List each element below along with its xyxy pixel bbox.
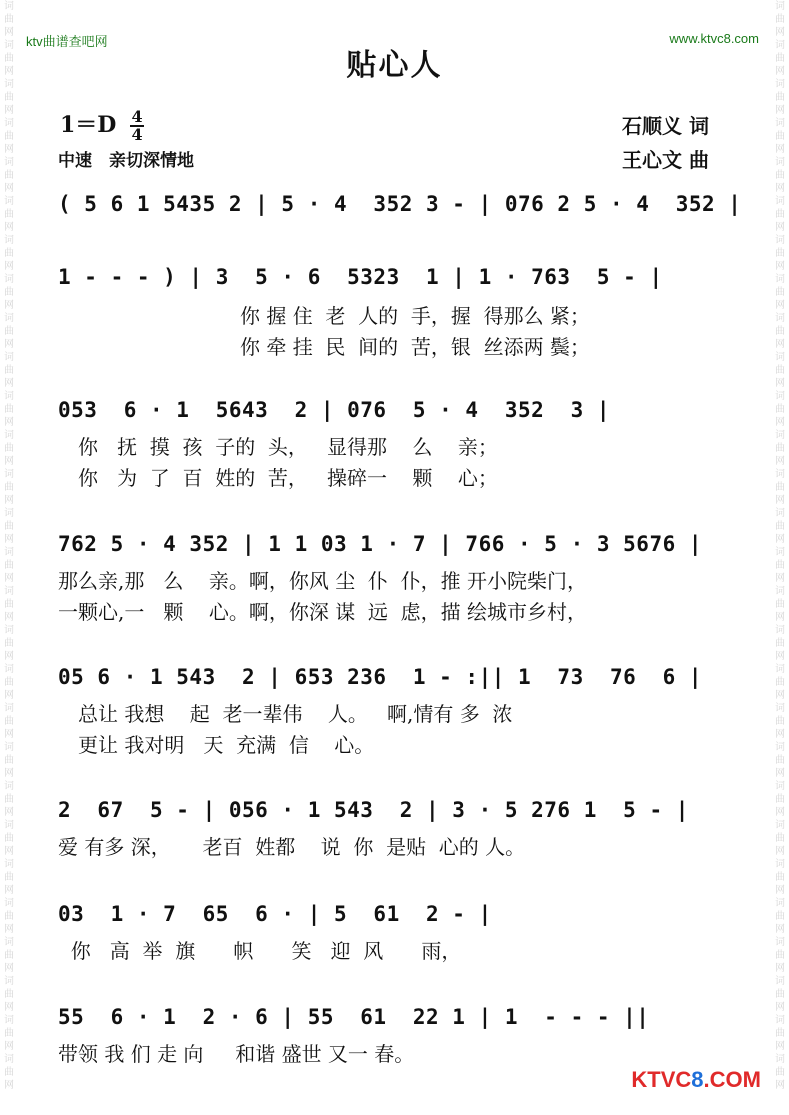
side-watermark-char: 词 xyxy=(775,898,785,909)
side-watermark-char: 网 xyxy=(4,27,14,38)
side-watermark-char: 词 xyxy=(775,469,785,480)
lyric-verse-2: 你 为 了 百 姓的 苦， 操碎一 颗 心； xyxy=(78,466,498,490)
side-watermark-char: 曲 xyxy=(4,521,14,532)
side-watermark-char: 词 xyxy=(775,703,785,714)
side-watermark-char: 网 xyxy=(775,417,785,428)
time-sig-bottom: 4 xyxy=(131,125,143,144)
side-watermark-char: 网 xyxy=(775,690,785,701)
side-watermark-char: 曲 xyxy=(4,209,14,220)
side-watermark-char: 曲 xyxy=(775,911,785,922)
song-title: 贴心人 xyxy=(346,48,443,83)
lyric-verse-1: 总让 我想 起 老一辈伟 人。 啊,情有 多 浓 xyxy=(78,702,513,726)
side-watermark-char: 网 xyxy=(4,612,14,623)
side-watermark-char: 词 xyxy=(4,469,14,480)
side-watermark-char: 词 xyxy=(4,313,14,324)
side-watermark-char: 曲 xyxy=(775,209,785,220)
side-watermark-char: 曲 xyxy=(4,170,14,181)
side-watermark-char: 词 xyxy=(4,1,14,12)
side-watermark-char: 曲 xyxy=(775,560,785,571)
side-watermark-char: 词 xyxy=(4,664,14,675)
side-watermark-char: 词 xyxy=(775,313,785,324)
side-watermark-char: 网 xyxy=(775,300,785,311)
side-watermark-char: 词 xyxy=(4,274,14,285)
side-watermark-char: 词 xyxy=(775,742,785,753)
side-watermark-char: 曲 xyxy=(4,560,14,571)
side-watermark-char: 曲 xyxy=(775,1067,785,1078)
side-watermark-char: 曲 xyxy=(4,248,14,259)
notation-line: 1 - - - ) | 3 5 · 6 5323 1 | 1 · 763 5 - | xyxy=(58,265,663,289)
side-watermark-char: 曲 xyxy=(4,638,14,649)
source-site-left[interactable]: ktv曲谱查吧网 xyxy=(26,34,108,49)
side-watermark-char: 网 xyxy=(775,807,785,818)
side-watermark-char: 词 xyxy=(775,820,785,831)
side-watermark-char: 词 xyxy=(4,430,14,441)
side-watermark-char: 词 xyxy=(775,391,785,402)
side-watermark-char: 词 xyxy=(775,274,785,285)
side-watermark-char: 曲 xyxy=(4,14,14,25)
side-watermark-char: 词 xyxy=(4,859,14,870)
side-watermark-char: 曲 xyxy=(775,404,785,415)
side-watermark-char: 网 xyxy=(775,339,785,350)
side-watermark-char: 曲 xyxy=(4,404,14,415)
notation-line: 762 5 · 4 352 | 1 1 03 1 · 7 | 766 · 5 · 3 5676 | xyxy=(58,532,703,556)
side-watermark-char: 曲 xyxy=(4,326,14,337)
side-watermark-char: 曲 xyxy=(4,716,14,727)
lyric-verse-1: 你 抚 摸 孩 子的 头， 显得那 么 亲； xyxy=(78,435,498,459)
time-signature xyxy=(130,109,144,143)
side-watermark-char: 网 xyxy=(4,807,14,818)
side-watermark-char: 曲 xyxy=(775,287,785,298)
side-watermark-char: 词 xyxy=(775,196,785,207)
side-watermark-char: 网 xyxy=(4,963,14,974)
side-watermark-char: 曲 xyxy=(775,833,785,844)
side-watermark-char: 曲 xyxy=(775,443,785,454)
site-watermark-logo xyxy=(631,1067,761,1093)
side-watermark-char: 曲 xyxy=(4,599,14,610)
side-watermark-char: 曲 xyxy=(4,755,14,766)
lyricist-credit: 石顺义 词 xyxy=(622,114,709,138)
side-watermark-char: 曲 xyxy=(775,131,785,142)
side-watermark-char: 网 xyxy=(775,1041,785,1052)
side-watermark-char: 词 xyxy=(4,118,14,129)
side-watermark-char: 词 xyxy=(775,625,785,636)
side-watermark-char: 曲 xyxy=(775,521,785,532)
time-sig-top: 4 xyxy=(131,107,143,126)
side-watermark-char: 曲 xyxy=(4,872,14,883)
notation-line: 05 6 · 1 543 2 | 653 236 1 - :|| 1 73 76 6 | xyxy=(58,665,703,689)
side-watermark-char: 词 xyxy=(4,79,14,90)
side-watermark-char: 网 xyxy=(775,456,785,467)
notation-line: 2 67 5 - | 056 · 1 543 2 | 3 · 5 276 1 5 - | xyxy=(58,798,689,822)
lyric-verse-1: 你 握 住 老 人的 手，握 得那么 紧； xyxy=(240,304,590,328)
side-watermark-char: 词 xyxy=(4,508,14,519)
side-watermark-char: 曲 xyxy=(4,911,14,922)
side-watermark-char: 曲 xyxy=(4,92,14,103)
side-watermark-char: 网 xyxy=(775,729,785,740)
side-watermark-char: 词 xyxy=(4,742,14,753)
side-watermark-char: 网 xyxy=(775,66,785,77)
side-watermark-char: 网 xyxy=(775,924,785,935)
side-watermark-char: 网 xyxy=(775,183,785,194)
side-watermark-char: 网 xyxy=(775,612,785,623)
side-watermark-char: 词 xyxy=(4,157,14,168)
side-watermark-char: 网 xyxy=(775,885,785,896)
side-watermark-char: 曲 xyxy=(775,170,785,181)
side-watermark-char: 网 xyxy=(775,846,785,857)
notation-line: 55 6 · 1 2 · 6 | 55 61 22 1 | 1 - - - || xyxy=(58,1005,650,1029)
notation-line: 03 1 · 7 65 6 · | 5 61 2 - | xyxy=(58,902,492,926)
side-watermark-char: 曲 xyxy=(4,482,14,493)
side-watermark-char: 网 xyxy=(4,729,14,740)
side-watermark-char: 词 xyxy=(4,235,14,246)
side-watermark-char: 曲 xyxy=(775,326,785,337)
side-watermark-char: 网 xyxy=(4,495,14,506)
side-watermark-char: 网 xyxy=(4,339,14,350)
lyric-verse-2: 更让 我对明 天 充满 信 心。 xyxy=(78,733,375,757)
side-watermark-char: 曲 xyxy=(775,950,785,961)
source-site-right[interactable]: www.ktvc8.com xyxy=(669,31,759,46)
side-watermark-char: 词 xyxy=(4,820,14,831)
side-watermark-char: 词 xyxy=(775,157,785,168)
side-watermark-char: 词 xyxy=(775,430,785,441)
side-watermark-char: 词 xyxy=(775,1054,785,1065)
side-watermark-char: 网 xyxy=(4,846,14,857)
watermark-part-b: 8 xyxy=(691,1067,704,1092)
lyric-verse-1: 带领 我 们 走 向 和谐 盛世 又一 春。 xyxy=(58,1042,415,1066)
side-watermark-char: 曲 xyxy=(775,92,785,103)
side-watermark-char: 网 xyxy=(4,534,14,545)
side-watermark-char: 网 xyxy=(775,651,785,662)
side-watermark-char: 曲 xyxy=(775,638,785,649)
side-watermark-char: 网 xyxy=(4,690,14,701)
watermark-part-c: .COM xyxy=(703,1067,761,1092)
side-watermark-right xyxy=(771,0,789,1115)
side-watermark-char: 曲 xyxy=(775,248,785,259)
side-watermark-char: 词 xyxy=(775,1,785,12)
side-watermark-char: 曲 xyxy=(4,131,14,142)
side-watermark-char: 网 xyxy=(775,495,785,506)
side-watermark-char: 网 xyxy=(4,300,14,311)
side-watermark-char: 网 xyxy=(775,1080,785,1091)
side-watermark-char: 网 xyxy=(4,261,14,272)
side-watermark-char: 网 xyxy=(775,105,785,116)
side-watermark-char: 曲 xyxy=(4,950,14,961)
side-watermark-char: 词 xyxy=(775,1015,785,1026)
side-watermark-char: 词 xyxy=(4,391,14,402)
watermark-part-a: KTVC xyxy=(631,1067,692,1092)
key-signature xyxy=(60,108,144,143)
side-watermark-char: 网 xyxy=(4,1002,14,1013)
side-watermark-char: 曲 xyxy=(775,482,785,493)
side-watermark-char: 网 xyxy=(4,183,14,194)
side-watermark-char: 词 xyxy=(4,1054,14,1065)
side-watermark-char: 网 xyxy=(4,144,14,155)
side-watermark-char: 词 xyxy=(775,40,785,51)
side-watermark-char: 曲 xyxy=(775,1028,785,1039)
side-watermark-char: 曲 xyxy=(4,287,14,298)
side-watermark-char: 网 xyxy=(4,885,14,896)
side-watermark-char: 网 xyxy=(4,456,14,467)
side-watermark-char: 词 xyxy=(4,976,14,987)
side-watermark-char: 网 xyxy=(4,66,14,77)
side-watermark-char: 网 xyxy=(4,222,14,233)
tempo-marking: 中速 亲切深情地 xyxy=(58,151,194,171)
side-watermark-char: 网 xyxy=(4,378,14,389)
side-watermark-char: 曲 xyxy=(775,872,785,883)
side-watermark-char: 网 xyxy=(775,27,785,38)
side-watermark-char: 词 xyxy=(775,508,785,519)
side-watermark-char: 词 xyxy=(775,937,785,948)
lyric-verse-1: 你 高 举 旗 帜 笑 迎 风 雨， xyxy=(58,939,462,963)
side-watermark-char: 曲 xyxy=(4,53,14,64)
side-watermark-char: 词 xyxy=(775,976,785,987)
side-watermark-char: 词 xyxy=(4,547,14,558)
side-watermark-char: 曲 xyxy=(775,989,785,1000)
side-watermark-char: 词 xyxy=(775,118,785,129)
side-watermark-char: 网 xyxy=(775,222,785,233)
side-watermark-char: 词 xyxy=(775,586,785,597)
side-watermark-char: 词 xyxy=(775,352,785,363)
side-watermark-char: 词 xyxy=(4,703,14,714)
lyric-verse-1: 那么亲,那 么 亲。啊，你风 尘 仆 仆，推 开小院柴门， xyxy=(58,569,588,593)
side-watermark-char: 网 xyxy=(775,534,785,545)
side-watermark-char: 词 xyxy=(775,547,785,558)
side-watermark-char: 网 xyxy=(775,144,785,155)
side-watermark-char: 词 xyxy=(775,235,785,246)
side-watermark-char: 网 xyxy=(4,573,14,584)
side-watermark-char: 网 xyxy=(775,768,785,779)
side-watermark-char: 词 xyxy=(4,625,14,636)
side-watermark-char: 曲 xyxy=(775,716,785,727)
side-watermark-char: 词 xyxy=(4,352,14,363)
lyric-verse-1: 爱 有多 深， 老百 姓都 说 你 是贴 心的 人。 xyxy=(58,835,526,859)
side-watermark-char: 词 xyxy=(4,40,14,51)
key-label: 1＝D xyxy=(60,112,117,138)
side-watermark-char: 词 xyxy=(4,586,14,597)
lyric-verse-2: 你 牵 挂 民 间的 苦，银 丝添两 鬓； xyxy=(240,335,590,359)
side-watermark-left xyxy=(0,0,18,1115)
side-watermark-char: 网 xyxy=(4,651,14,662)
composer-credit: 王心文 曲 xyxy=(622,148,709,172)
side-watermark-char: 曲 xyxy=(4,989,14,1000)
side-watermark-char: 词 xyxy=(4,196,14,207)
side-watermark-char: 曲 xyxy=(775,53,785,64)
side-watermark-char: 曲 xyxy=(4,677,14,688)
side-watermark-char: 曲 xyxy=(4,443,14,454)
side-watermark-char: 网 xyxy=(4,924,14,935)
side-watermark-char: 词 xyxy=(775,859,785,870)
side-watermark-char: 词 xyxy=(4,781,14,792)
side-watermark-char: 词 xyxy=(775,781,785,792)
side-watermark-char: 网 xyxy=(775,1002,785,1013)
side-watermark-char: 曲 xyxy=(775,365,785,376)
side-watermark-char: 网 xyxy=(4,417,14,428)
side-watermark-char: 网 xyxy=(775,963,785,974)
lyric-verse-2: 一颗心,一 颗 心。啊，你深 谋 远 虑，描 绘城市乡村， xyxy=(58,600,588,624)
side-watermark-char: 词 xyxy=(775,79,785,90)
side-watermark-char: 曲 xyxy=(4,1067,14,1078)
side-watermark-char: 曲 xyxy=(775,755,785,766)
side-watermark-char: 曲 xyxy=(4,365,14,376)
side-watermark-char: 曲 xyxy=(4,794,14,805)
notation-line: ( 5 6 1 5435 2 | 5 · 4 352 3 - | 076 2 5 · 4 352 | xyxy=(58,192,742,216)
side-watermark-char: 网 xyxy=(775,261,785,272)
side-watermark-char: 网 xyxy=(775,378,785,389)
side-watermark-char: 词 xyxy=(4,898,14,909)
side-watermark-char: 曲 xyxy=(775,599,785,610)
side-watermark-char: 网 xyxy=(775,573,785,584)
side-watermark-char: 词 xyxy=(4,937,14,948)
side-watermark-char: 曲 xyxy=(775,677,785,688)
side-watermark-char: 曲 xyxy=(4,833,14,844)
side-watermark-char: 网 xyxy=(4,768,14,779)
side-watermark-char: 网 xyxy=(4,105,14,116)
side-watermark-char: 网 xyxy=(4,1041,14,1052)
side-watermark-char: 曲 xyxy=(775,794,785,805)
side-watermark-char: 曲 xyxy=(775,14,785,25)
notation-line: 053 6 · 1 5643 2 | 076 5 · 4 352 3 | xyxy=(58,398,611,422)
side-watermark-char: 曲 xyxy=(4,1028,14,1039)
side-watermark-char: 词 xyxy=(775,664,785,675)
side-watermark-char: 词 xyxy=(4,1015,14,1026)
side-watermark-char: 网 xyxy=(4,1080,14,1091)
